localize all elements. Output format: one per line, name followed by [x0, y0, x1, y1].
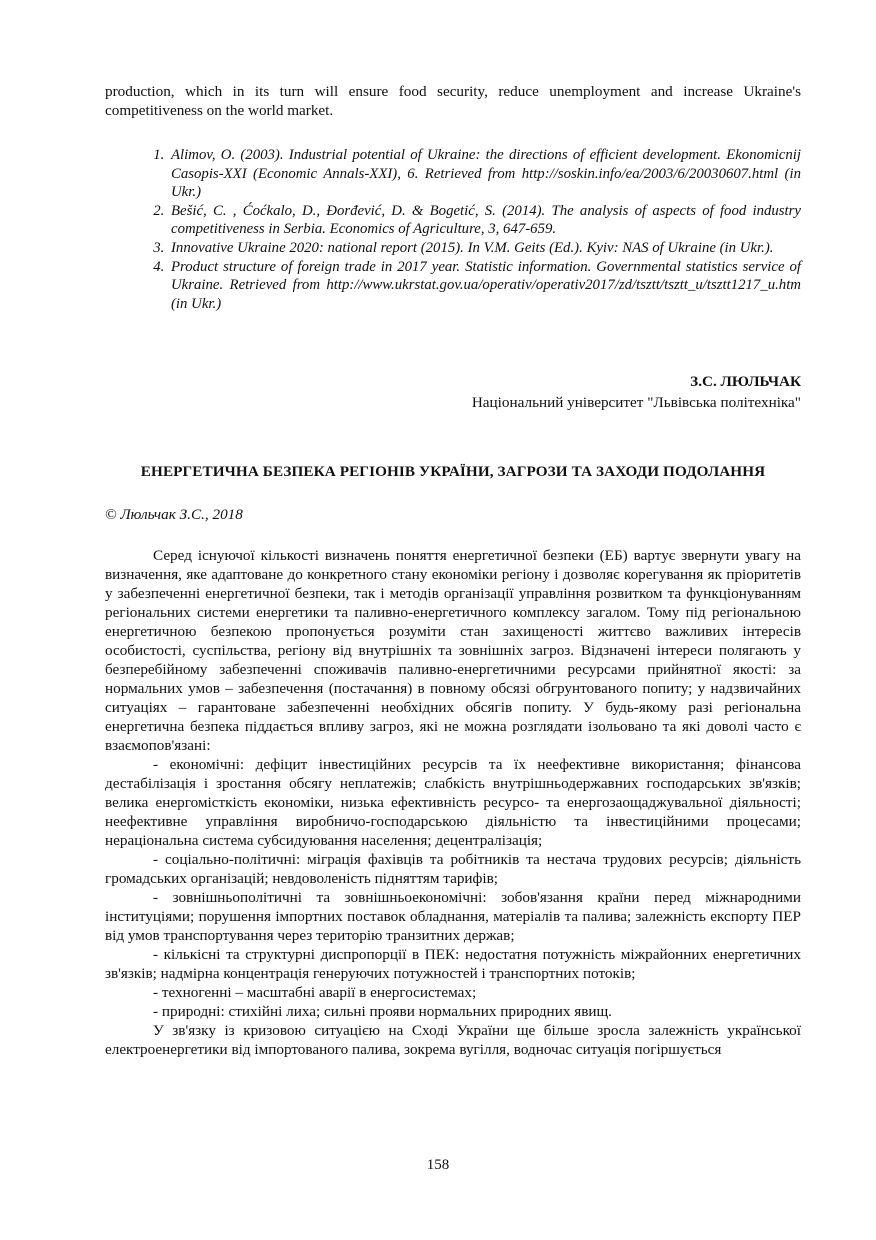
body-paragraph: Серед існуючої кількості визначень поняття енергетичної безпеки (ЕБ) вартує звернути увагу на визначення, яке адаптоване до конкретного стану економіки регіону і дозволяє корегування як пріоритетів у забезпеченні енергетичної безпеки, так і методів організації управління розвитком та функціонуванням регіональних системи енергетики та паливно-енергетичного комплексу загалом. Тому під регіональною енергетичною безпекою пропонується розуміти стан захищеності життєво важливих інтересів особистості, суспільства, регіону від внутрішніх та зовнішніх загроз. Відзначені інтереси полягають у безперебійному забезпеченні споживачів паливно-енергетичними ресурсами прийнятної якості: за нормальних умов – забезпечення (постачання) в повному обсязі обгрунтованого попиту; у надзвичайних ситуаціях – гарантоване забезпеченні необхідних обсягів попиту. У будь-якому разі регіональна енергетична безпека піддається впливу загроз, які не можна розглядати ізольовано та які доволі часто є взаємопов'язані: — [105, 547, 801, 755]
threat-item-structural: - кількісні та структурні диспропорції в ПЕК: недостатня потужність міжрайонних енергетичних зв'язків; надмірна концентрація генеруючих потужностей і транспортних потоків; — [105, 946, 801, 983]
author-affiliation: Національний університет "Львівська політехніка" — [471, 394, 801, 412]
page-number: 158 — [426, 1157, 450, 1173]
threat-item-social: - соціально-політичні: міграція фахівців та робітників та нестача трудових ресурсів; діяльність громадських організацій; невдоволеність підняттям тарифів; — [105, 851, 801, 888]
author-name: З.С. ЛЮЛЬЧАК — [690, 373, 801, 391]
intro-paragraph: production, which in its turn will ensure food security, reduce unemployment and increase Ukraine's competitiveness on the world market. — [105, 83, 801, 119]
reference-item: 3. Innovative Ukraine 2020: national report (2015). In V.M. Geits (Ed.). Kyiv: NAS of Ukraine (in Ukr.). — [168, 239, 801, 258]
threat-item-economic: - економічні: дефіцит інвестиційних ресурсів та їх неефективне використання; фінансова дестабілізація і зростання обсягу неплатежів; слабкість внутрішньодержавних господарських зв'язків; велика енергомісткість економіки, низька ефективність ресурсо- та енергозаощаджувальної діяльності; неефективне управління виробничо-господарською діяльністю та інвестиційними процесами; нераціональна система субсидуювання населення; децентралізація; — [105, 756, 801, 850]
reference-item: 1. Alimov, O. (2003). Industrial potential of Ukraine: the directions of efficient development. Ekonomicnij Casopis-XXI (Economic Annals-XXI), 6. Retrieved from http://soskin.info/ea/2003/6/20030607.html (in Ukr.) — [168, 146, 801, 202]
reference-item: 4. Product structure of foreign trade in 2017 year. Statistic information. Governmental statistics service of Ukraine. Retrieved from http://www.ukrstat.gov.ua/operativ/operativ2017/zd/tsztt/tsztt_u/tsztt1217_u.htm (in Ukr.) — [168, 258, 801, 314]
article-title: ЕНЕРГЕТИЧНА БЕЗПЕКА РЕГІОНІВ УКРАЇНИ, ЗАГРОЗИ ТА ЗАХОДИ ПОДОЛАННЯ — [140, 463, 766, 481]
page-content — [105, 82, 801, 1059]
reference-item: 2. Bešić, C. , Ćoćkalo, D., Đorđević, D. & Bogetić, S. (2014). The analysis of aspects of food industry competitiveness in Serbia. Economics of Agriculture, 3, 647-659. — [168, 202, 801, 239]
author-block — [105, 372, 801, 412]
body-paragraph: У зв'язку із кризовою ситуацією на Сході України ще більше зросла залежність української електроенергетики від імпортованого палива, зокрема вугілля, водночас ситуація погіршується — [105, 1022, 801, 1059]
threat-item-technogenic: - техногенні – масштабні аварії в енергосистемах; — [153, 984, 477, 1002]
copyright-line: © Люльчак З.С., 2018 — [105, 506, 243, 524]
threat-item-foreign: - зовнішньополітичні та зовнішньоекономічні: зобов'язання країни перед міжнародними інституціями; порушення імпортних поставок обладнання, матеріалів та палива; залежність експорту ПЕР від умов транспортування через територію транзитних держав; — [105, 889, 801, 945]
article-body — [105, 546, 801, 1059]
reference-list — [105, 146, 801, 313]
threat-item-natural: - природні: стихійні лиха; сильні прояви нормальних природних явищ. — [153, 1003, 612, 1021]
